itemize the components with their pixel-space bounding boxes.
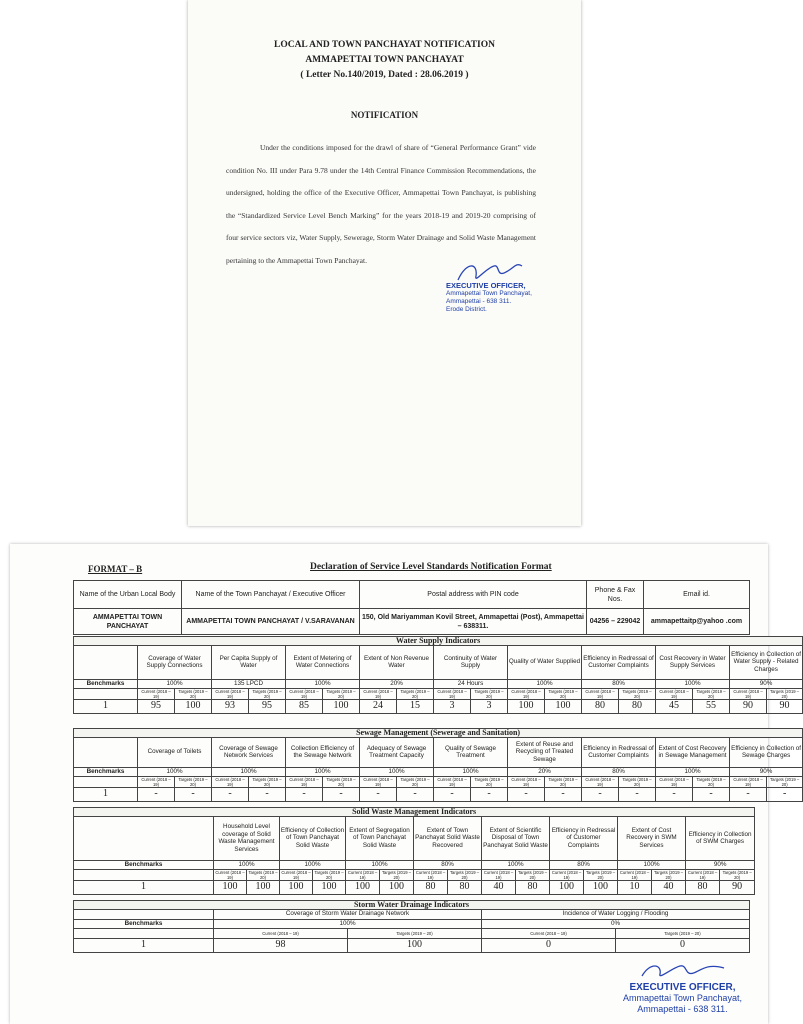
header-phone: Phone & Fax Nos. [587,581,644,609]
indicator-value: 100 [550,880,584,894]
storm-water-table [73,900,750,953]
indicator-value: 100 [280,880,313,894]
indicator-value: - [434,787,471,801]
indicator-header: Extent of Town Panchayat Solid Waste Recovered [414,816,482,860]
targets-label: Targets (2019 – 20) [693,688,730,699]
targets-label: Targets (2019 – 20) [348,928,482,938]
indicator-value: - [323,787,360,801]
indicator-corner [74,645,138,679]
benchmark-value: 100% [138,767,212,776]
notification-page [188,0,581,526]
solid-waste-title: Solid Waste Management Indicators [74,808,755,817]
benchmark-value: 100% [346,860,414,869]
indicator-value: - [730,787,767,801]
indicator-header: Household Level coverage of Solid Waste Management Services [214,816,280,860]
benchmark-value: 90% [730,767,803,776]
executive-officer-stamp-bottom [595,960,770,1015]
targets-label: Targets (2019 – 20) [720,869,755,880]
indicator-header: Extent of Non Revenue Water [360,645,434,679]
current-label: Current (2018 – 19) [730,688,767,699]
indicator-value: 0 [482,938,616,952]
indicator-header: Efficiency in Redressal of Customer Complaints [582,645,656,679]
indicator-header: Extent of Cost Recovery in Sewage Management [656,737,730,767]
benchmark-value: 100% [656,679,730,688]
current-label: Current (2018 – 19) [346,869,380,880]
indicator-corner [74,816,214,860]
targets-label: Targets (2019 – 20) [652,869,686,880]
current-label: Current (2018 – 19) [482,928,616,938]
indicator-header: Continuity of Water Supply [434,645,508,679]
indicator-value: 80 [516,880,550,894]
benchmark-value: 80% [582,679,656,688]
current-label: Current (2018 – 19) [508,776,545,787]
indicator-header: Extent of Metering of Water Connections [286,645,360,679]
indicator-value: - [397,787,434,801]
indicator-value: 100 [346,880,380,894]
targets-label: Targets (2019 – 20) [249,776,286,787]
label-corner [74,869,214,880]
benchmark-value: 100% [214,860,280,869]
indicator-value: - [656,787,693,801]
indicator-value: 3 [471,699,508,713]
targets-label: Targets (2019 – 20) [175,688,212,699]
benchmark-value: 100% [138,679,212,688]
indicator-value: 93 [212,699,249,713]
row-number: 1 [74,880,214,894]
label-corner [74,928,214,938]
indicator-value: 10 [618,880,652,894]
benchmark-value: 90% [686,860,755,869]
targets-label: Targets (2019 – 20) [767,776,803,787]
indicator-value: 95 [138,699,175,713]
targets-label: Targets (2019 – 20) [248,869,278,880]
indicator-header: Coverage of Toilets [138,737,212,767]
header-address: Postal address with PIN code [360,581,587,609]
storm-water-title: Storm Water Drainage Indicators [74,901,750,910]
targets-label: Targets (2019 – 20) [380,869,414,880]
indicator-value: 100 [247,880,280,894]
current-label: Current (2018 – 19) [215,869,245,880]
benchmark-value: 100% [286,679,360,688]
stamp-line: Ammapettai - 638 311. [446,298,512,305]
indicator-header: Per Capita Supply of Water [212,645,286,679]
indicator-value: 80 [686,880,720,894]
indicator-value: 100 [323,699,360,713]
stamp-line: Ammapettai Town Panchayat, [623,993,742,1003]
indicator-header: Coverage of Sewage Network Services [212,737,286,767]
indicator-value: - [582,787,619,801]
header-tp-name: Name of the Town Panchayat / Executive Officer [182,581,360,609]
indicator-value: 100 [313,880,346,894]
value-email: ammapettaitp@yahoo .com [644,609,750,635]
indicator-header: Efficiency in Redressal of Customer Complaints [582,737,656,767]
current-label: Current (2018 – 19) [281,869,311,880]
indicator-value: - [249,787,286,801]
indicator-header: Coverage of Water Supply Connections [138,645,212,679]
indicator-header: Collection Efficiency of the Sewage Network [286,737,360,767]
sewage-title: Sewage Management (Sewerage and Sanitation) [74,729,803,738]
indicator-value: 90 [767,699,803,713]
current-label: Current (2018 – 19) [482,869,516,880]
current-label: Current (2018 – 19) [286,688,323,699]
benchmark-value: 20% [508,767,582,776]
indicator-value: 90 [730,699,767,713]
indicator-header: Quality of Sewage Treatment [434,737,508,767]
water-supply-title: Water Supply Indicators [74,637,803,646]
indicator-value: 90 [720,880,755,894]
current-label: Current (2018 – 19) [656,776,693,787]
indicator-value: - [471,787,508,801]
targets-label: Targets (2019 – 20) [619,776,656,787]
benchmark-value: 100% [286,767,360,776]
indicator-value: - [360,787,397,801]
indicator-value: 100 [380,880,414,894]
benchmark-value: 90% [730,679,803,688]
targets-label: Targets (2019 – 20) [693,776,730,787]
benchmark-value: 100% [482,860,550,869]
benchmarks-label: Benchmarks [74,767,138,776]
targets-label: Targets (2019 – 20) [471,688,508,699]
indicator-header: Extent of Cost Recovery in SWM Services [618,816,686,860]
stamp-title: EXECUTIVE OFFICER, [446,281,526,290]
indicator-corner [74,737,138,767]
benchmark-value: 100% [656,767,730,776]
notification-body [226,137,536,272]
indicator-header: Efficiency in Redressal of Customer Complaints [550,816,618,860]
format-b-page [10,544,802,1024]
current-label: Current (2018 – 19) [618,869,652,880]
benchmark-value: 20% [360,679,434,688]
current-label: Current (2018 – 19) [434,776,471,787]
targets-label: Targets (2019 – 20) [249,688,286,699]
value-tp-name: AMMAPETTAI TOWN PANCHAYAT / V.SARAVANAN [182,609,360,635]
declaration-title: Declaration of Service Level Standards Notification Format [310,562,552,572]
benchmark-value: 24 Hours [434,679,508,688]
header-local-body: Name of the Urban Local Body [74,581,182,609]
current-label: Current (2018 – 19) [286,776,323,787]
indicator-value: - [286,787,323,801]
targets-label: Targets (2019 – 20) [545,776,582,787]
indicator-header: Efficiency in Collection of Water Supply - Related Charges [730,645,803,679]
indicator-value: 100 [214,880,247,894]
indicator-value: 15 [397,699,434,713]
value-address: 150, Old Mariyamman Kovil Street, Ammapettai (Post), Ammapettai – 638311. [360,609,587,635]
current-label: Current (2018 – 19) [138,776,175,787]
benchmark-value: 100% [618,860,686,869]
current-label: Current (2018 – 19) [686,869,720,880]
water-supply-table [73,636,803,714]
targets-label: Targets (2019 – 20) [619,688,656,699]
current-label: Current (2018 – 19) [582,776,619,787]
benchmark-value: 100% [434,767,508,776]
letter-reference: ( Letter No.140/2019, Dated : 28.06.2019 ) [300,70,469,80]
indicator-header: Efficiency in Collection of SWM Charges [686,816,755,860]
indicator-value: 80 [582,699,619,713]
current-label: Current (2018 – 19) [360,776,397,787]
benchmark-value: 100% [508,679,582,688]
indicator-value: 85 [286,699,323,713]
indicator-value: 100 [175,699,212,713]
targets-label: Targets (2019 – 20) [314,869,344,880]
indicator-header: Efficiency of Collection of Town Panchayat Solid Waste [280,816,346,860]
indicator-value: 100 [508,699,545,713]
benchmark-value: 0% [482,919,750,928]
current-label: Current (2018 – 19) [214,928,348,938]
signature-scribble [638,960,728,982]
benchmarks-label: Benchmarks [74,919,214,928]
targets-label: Targets (2019 – 20) [397,688,434,699]
notification-title: NOTIFICATION [350,110,419,120]
row-number: 1 [74,938,214,952]
current-label: Current (2018 – 19) [212,688,249,699]
indicator-value: 100 [348,938,482,952]
current-label: Current (2018 – 19) [212,776,249,787]
indicator-value: 45 [656,699,693,713]
local-body-table [73,580,750,635]
value-local-body: AMMAPETTAI TOWN PANCHAYAT [74,609,182,635]
stamp-title: EXECUTIVE OFFICER, [629,982,736,993]
indicator-value: 3 [434,699,471,713]
indicator-value: 98 [214,938,348,952]
solid-waste-table [73,807,755,895]
targets-label: Targets (2019 – 20) [616,928,750,938]
targets-label: Targets (2019 – 20) [323,776,360,787]
current-label: Current (2018 – 19) [414,869,448,880]
header-email: Email id. [644,581,750,609]
benchmark-value: 100% [360,767,434,776]
targets-label: Targets (2019 – 20) [448,869,482,880]
indicator-value: 55 [693,699,730,713]
current-label: Current (2018 – 19) [656,688,693,699]
indicator-value: - [619,787,656,801]
current-label: Current (2018 – 19) [434,688,471,699]
indicator-value: 24 [360,699,397,713]
current-label: Current (2018 – 19) [508,688,545,699]
sewage-table [73,728,803,802]
targets-label: Targets (2019 – 20) [323,688,360,699]
targets-label: Targets (2019 – 20) [516,869,550,880]
targets-label: Targets (2019 – 20) [767,688,803,699]
indicator-value: - [175,787,212,801]
benchmark-value: 100% [212,767,286,776]
indicator-value: - [767,787,803,801]
benchmarks-label: Benchmarks [74,860,214,869]
indicator-header: Cost Recovery in Water Supply Services [656,645,730,679]
current-label: Current (2018 – 19) [550,869,584,880]
benchmark-value: 135 LPCD [212,679,286,688]
benchmark-value: 100% [280,860,346,869]
label-corner [74,776,138,787]
current-label: Current (2018 – 19) [730,776,767,787]
panchayat-heading: AMMAPETTAI TOWN PANCHAYAT [305,55,464,65]
executive-officer-stamp [446,282,556,314]
stamp-line: Ammapettai - 638 311. [637,1004,728,1014]
indicator-value: 80 [414,880,448,894]
indicator-value: 0 [616,938,750,952]
current-label: Current (2018 – 19) [360,688,397,699]
format-label: FORMAT – B [88,564,143,574]
indicator-value: 80 [448,880,482,894]
indicator-value: - [212,787,249,801]
row-number: 1 [74,787,138,801]
benchmark-value: 80% [550,860,618,869]
indicator-value: 100 [584,880,618,894]
value-phone: 04256 – 229042 [587,609,644,635]
indicator-value: 100 [545,699,582,713]
indicator-header: Extent of Segregation of Town Panchayat Solid Waste [346,816,414,860]
targets-label: Targets (2019 – 20) [584,869,618,880]
indicator-value: 80 [619,699,656,713]
indicator-value: - [138,787,175,801]
benchmarks-label: Benchmarks [74,679,138,688]
row-number: 1 [74,699,138,713]
indicator-value: - [693,787,730,801]
current-label: Current (2018 – 19) [138,688,175,699]
benchmark-value: 80% [582,767,656,776]
label-corner [74,688,138,699]
indicator-header: Quality of Water Supplied [508,645,582,679]
indicator-value: - [545,787,582,801]
targets-label: Targets (2019 – 20) [545,688,582,699]
notification-heading: LOCAL AND TOWN PANCHAYAT NOTIFICATION [273,40,495,50]
indicator-header: Incidence of Water Logging / Flooding [482,909,750,919]
indicator-header: Efficiency in Collection of Sewage Charges [730,737,803,767]
indicator-header: Adequacy of Sewage Treatment Capacity [360,737,434,767]
current-label: Current (2018 – 19) [582,688,619,699]
indicator-value: 40 [482,880,516,894]
benchmark-value: 80% [414,860,482,869]
stamp-line: Ammapettai Town Panchayat, [446,290,532,297]
targets-label: Targets (2019 – 20) [175,776,212,787]
targets-label: Targets (2019 – 20) [397,776,434,787]
indicator-value: 40 [652,880,686,894]
notification-paragraph: Under the conditions imposed for the drawl of share of “General Performance Grant” vide condition No. III under Para 9.78 under the 14th Central Finance Commission Recommendations, the undersigned, holding the office of the Executive Officer, Ammapettai Town Panchayat, is publishing the “Standardized Service Level Bench Marking” for the years 2018-19 and 2019-20 comprising of four service sectors viz, Water Supply, Sewerage, Storm Water Drainage and Solid Waste Management pertaining to the Ammapettai Town Panchayat. [226,143,536,265]
indicator-header: Extent of Reuse and Recycling of Treated Sewage [508,737,582,767]
targets-label: Targets (2019 – 20) [471,776,508,787]
stamp-line: Erode District. [446,306,487,313]
indicator-corner [74,909,214,919]
benchmark-value: 100% [214,919,482,928]
indicator-value: 95 [249,699,286,713]
indicator-header: Coverage of Storm Water Drainage Network [214,909,482,919]
indicator-header: Extent of Scientific Disposal of Town Panchayat Solid Waste [482,816,550,860]
indicator-value: - [508,787,545,801]
